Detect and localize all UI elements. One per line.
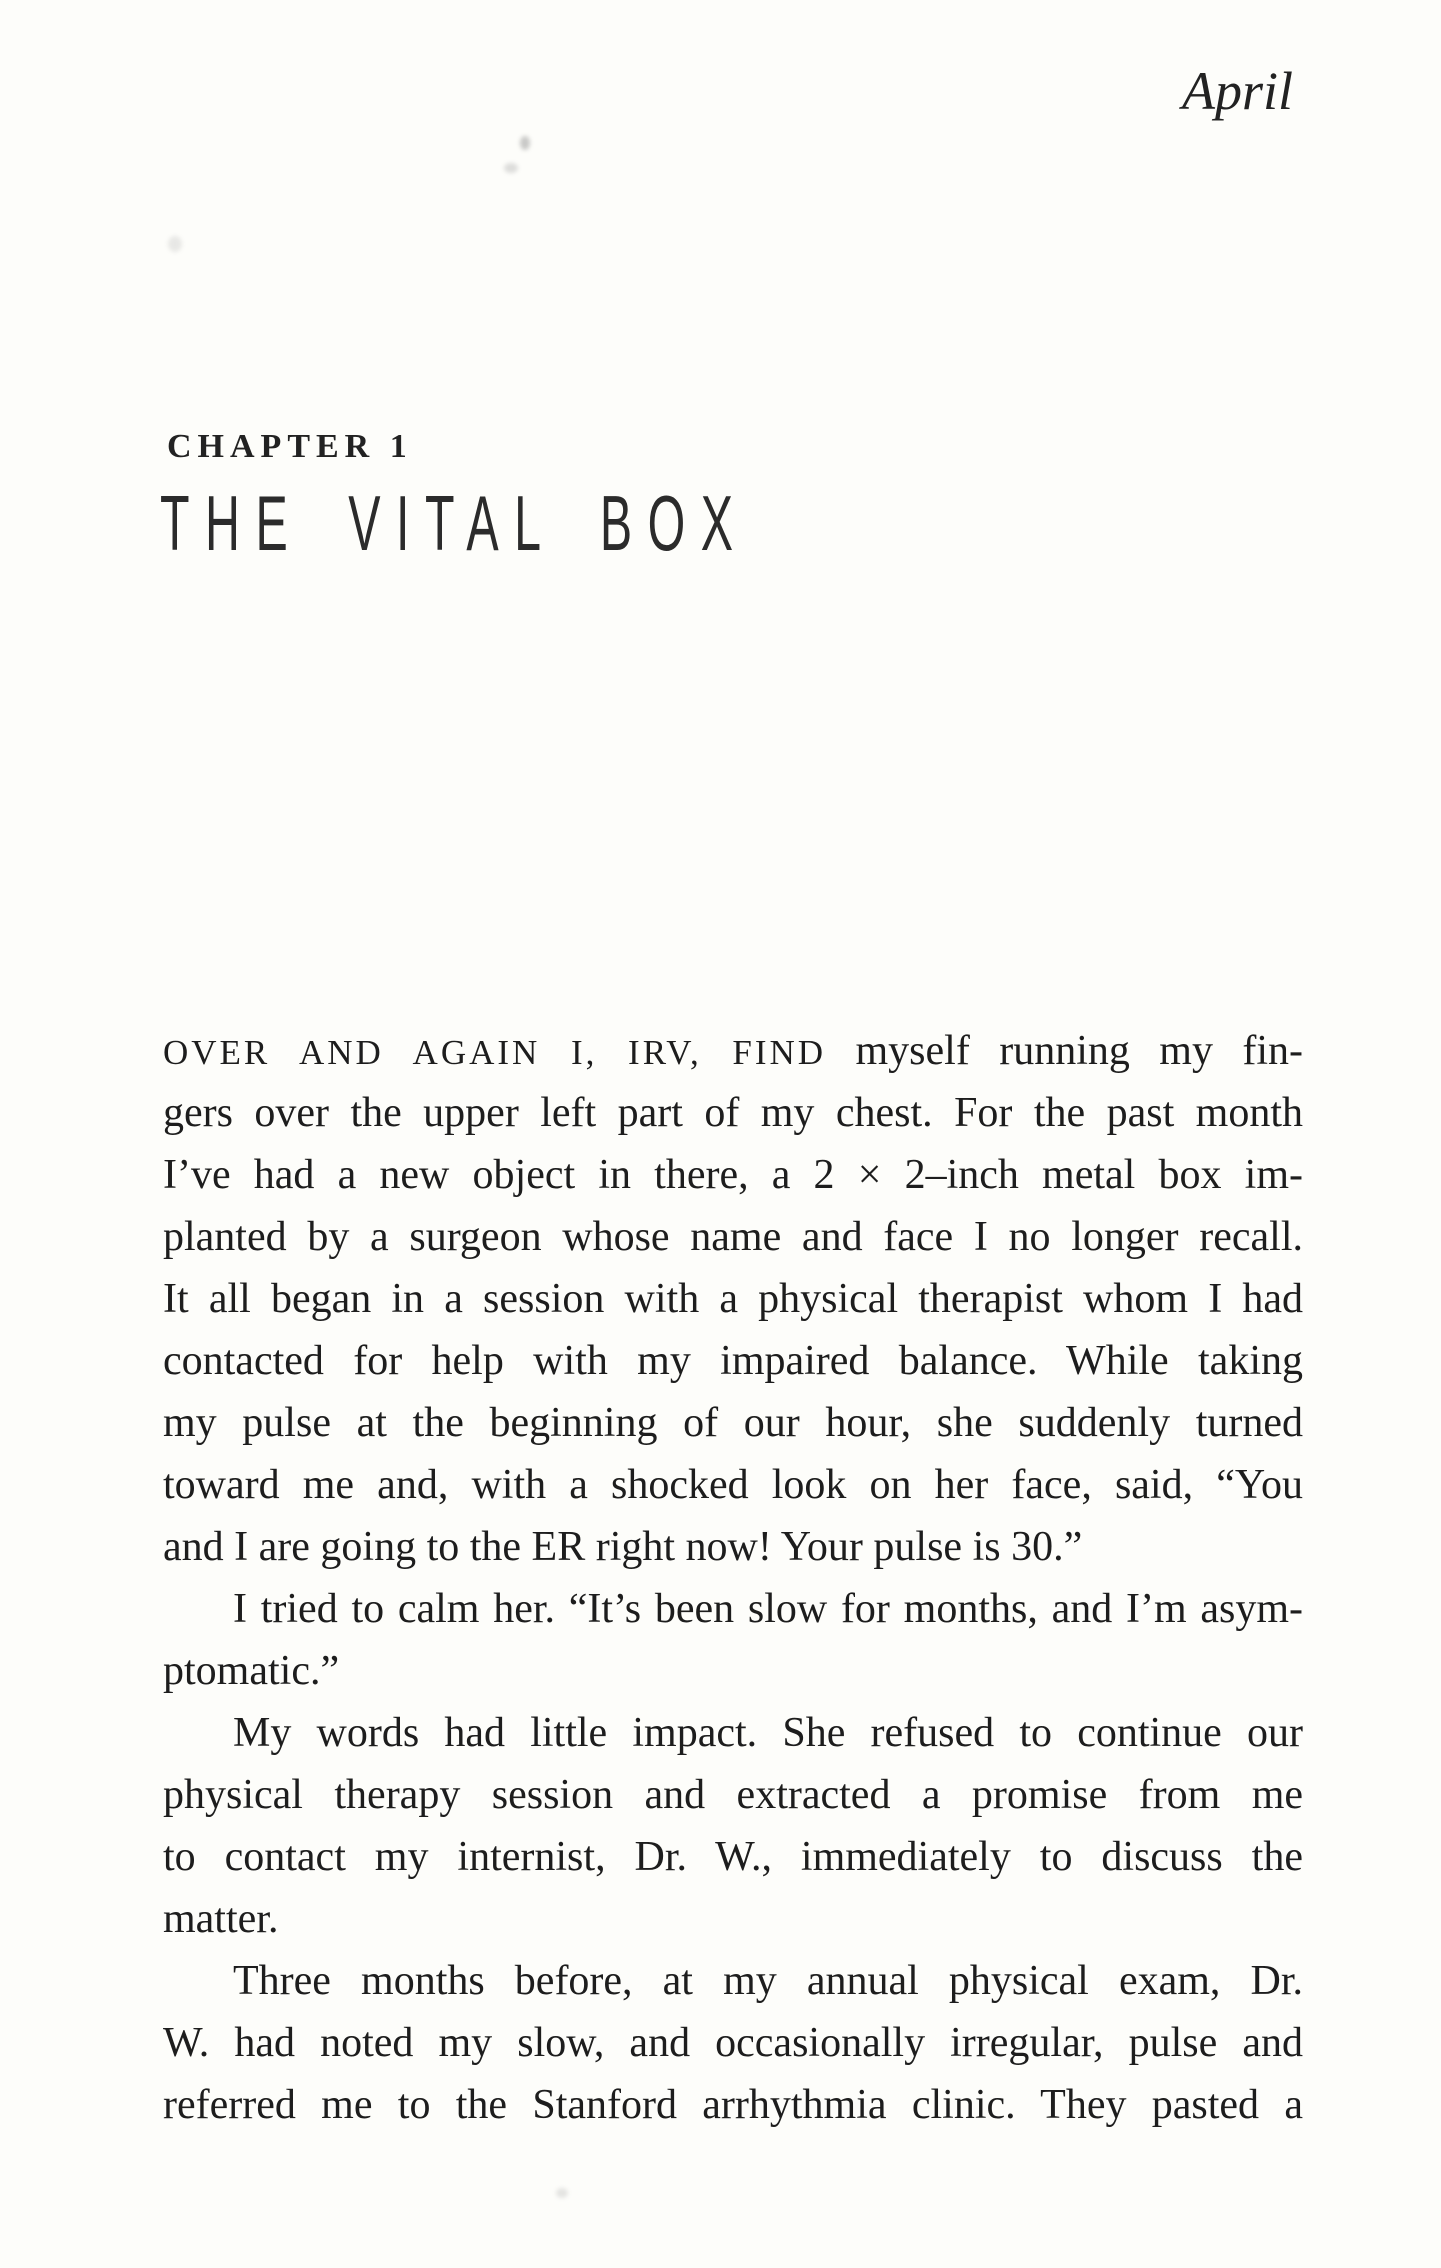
body-line: ptomatic.” bbox=[163, 1648, 340, 1694]
chapter-label: CHAPTER 1 bbox=[167, 428, 413, 465]
chapter-title: THE VITAL BOX bbox=[160, 479, 749, 567]
body-line: I tried to calm her. “It’s been slow for months, and I’m asym- bbox=[233, 1586, 1303, 1632]
scan-speck bbox=[504, 163, 518, 173]
body-line: to contact my internist, Dr. W., immediately to discuss the bbox=[163, 1834, 1303, 1880]
body-line: W. had noted my slow, and occasionally irregular, pulse and bbox=[163, 2020, 1303, 2066]
scan-speck bbox=[520, 136, 530, 150]
body-line: my pulse at the beginning of our hour, she suddenly turned bbox=[163, 1400, 1303, 1446]
scan-speck bbox=[556, 2188, 568, 2198]
body-line: referred me to the Stanford arrhythmia clinic. They pasted a bbox=[163, 2082, 1303, 2128]
body-line: contacted for help with my impaired balance. While taking bbox=[163, 1338, 1303, 1384]
body-opening-line bbox=[163, 1020, 1303, 1082]
opening-smallcaps: OVER AND AGAIN I, IRV, FIND bbox=[163, 1033, 827, 1072]
running-head: April bbox=[1181, 61, 1293, 121]
body-line: My words had little impact. She refused to continue our bbox=[233, 1710, 1303, 1756]
body-text bbox=[163, 1020, 1303, 2136]
body-line: matter. bbox=[163, 1896, 279, 1942]
body-line: It all began in a session with a physical therapist whom I had bbox=[163, 1276, 1303, 1322]
body-line: and I are going to the ER right now! Your pulse is 30.” bbox=[163, 1524, 1083, 1570]
scan-speck bbox=[168, 236, 182, 252]
body-line: gers over the upper left part of my chest. For the past month bbox=[163, 1090, 1303, 1136]
body-line: physical therapy session and extracted a promise from me bbox=[163, 1772, 1303, 1818]
opening-rest: myself running my fin- bbox=[826, 1028, 1304, 1074]
body-line: Three months before, at my annual physical exam, Dr. bbox=[233, 1958, 1303, 2004]
body-line: planted by a surgeon whose name and face I no longer recall. bbox=[163, 1214, 1303, 1260]
body-line: I’ve had a new object in there, a 2 × 2–inch metal box im- bbox=[163, 1152, 1303, 1198]
body-line: toward me and, with a shocked look on her face, said, “You bbox=[163, 1462, 1303, 1508]
